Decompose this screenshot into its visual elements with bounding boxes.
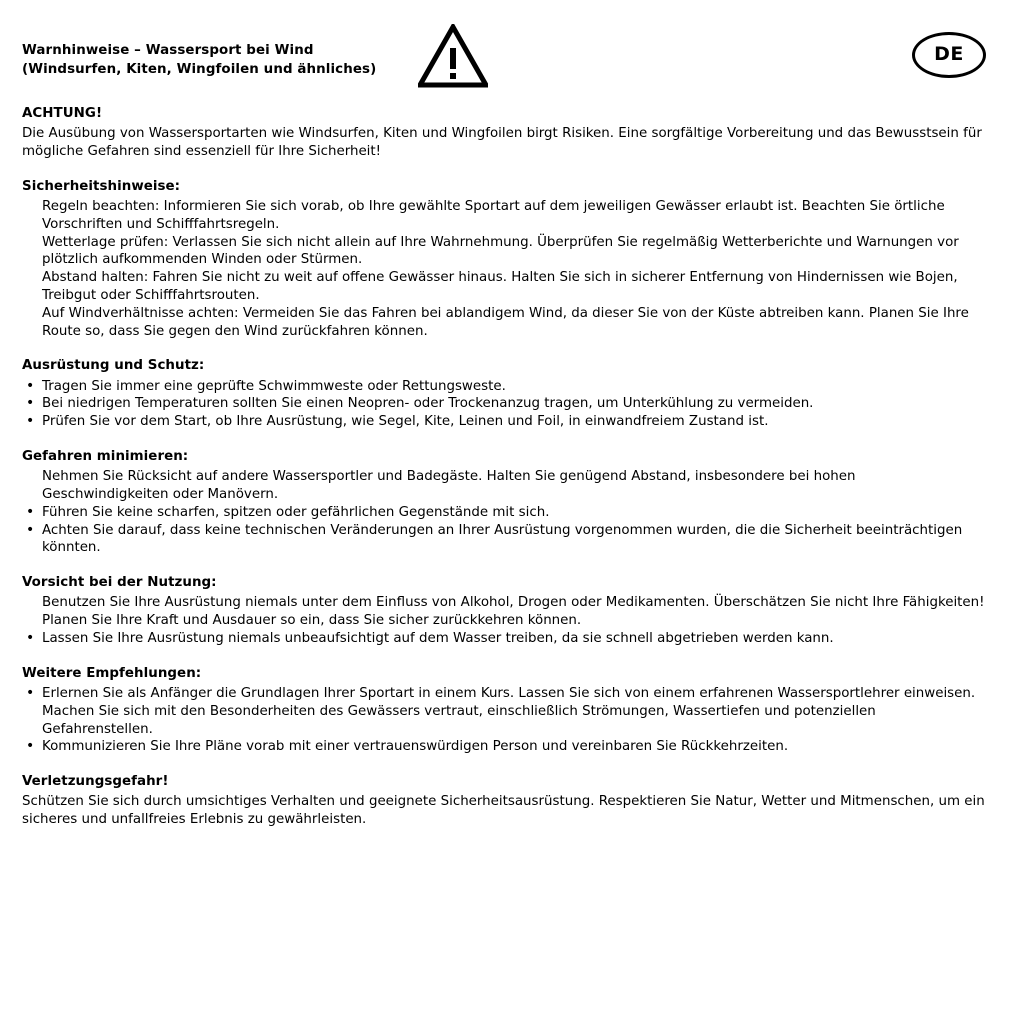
list-item: • Bei niedrigen Temperaturen sollten Sie einen Neopren- oder Trockenanzug tragen, um Unterkühlung zu vermeiden. [22,395,986,413]
warning-triangle-icon [418,24,488,88]
equipment-list [22,378,986,431]
recommendations-heading: Weitere Empfehlungen: [22,665,202,681]
section-safety [22,178,986,341]
list-item: • Tragen Sie immer eine geprüfte Schwimmweste oder Rettungsweste. [22,378,986,396]
section-equipment [22,357,986,431]
section-recommendations [22,665,986,756]
list-item: Abstand halten: Fahren Sie nicht zu weit auf offene Gewässer hinaus. Halten Sie sich in sicherer Entfernung von Hindernissen wie Bojen, Treibgut oder Schifffahrtsrouten. [42,270,958,303]
caution-heading: Vorsicht bei der Nutzung: [22,575,217,591]
recommendations-list [22,685,986,756]
section-injury [22,773,986,829]
list-item: Wetterlage prüfen: Verlassen Sie sich nicht allein auf Ihre Wahrnehmung. Überprüfen Sie regelmäßig Wetterberichte und Warnungen vor plötzlich aufkommenden Winden oder Stürmen. [42,234,959,268]
list-item: • Führen Sie keine scharfen, spitzen oder gefährlichen Gegenstände mit sich. [22,504,986,522]
document-header [22,36,986,88]
page-title-line-1: Warnhinweise – Wassersport bei Wind [22,43,314,58]
section-attention [22,105,986,161]
danger-list [22,468,986,557]
list-item: Benutzen Sie Ihre Ausrüstung niemals unter dem Einfluss von Alkohol, Drogen oder Medikamenten. Überschätzen Sie nicht Ihre Fähigkeiten! Planen Sie Ihre Kraft und Ausdauer so ein, dass Sie sicher zurückkehren können. [42,595,985,629]
list-item: • Prüfen Sie vor dem Start, ob Ihre Ausrüstung, wie Segel, Kite, Leinen und Foil, in einwandfreiem Zustand ist. [22,413,986,431]
list-item: Machen Sie sich mit den Besonderheiten des Gewässers vertraut, einschließlich Strömungen, Wassertiefen und potenziellen Gefahrenstellen. [42,703,876,737]
list-item: • Lassen Sie Ihre Ausrüstung niemals unbeaufsichtigt auf dem Wasser treiben, da sie schnell abgetrieben werden kann. [22,630,986,648]
injury-text: Schützen Sie sich durch umsichtiges Verhalten und geeignete Sicherheitsausrüstung. Respektieren Sie Natur, Wetter und Mitmenschen, um ein sicheres und unfallfreies Erlebnis zu gewährleisten. [22,794,985,828]
injury-heading: Verletzungsgefahr! [22,774,169,790]
list-item: Regeln beachten: Informieren Sie sich vorab, ob Ihre gewählte Sportart auf dem jeweiligen Gewässer erlaubt ist. Beachten Sie örtliche Vorschriften und Schifffahrtsregeln. [42,198,945,232]
attention-heading: ACHTUNG! [22,106,103,121]
section-caution [22,574,986,648]
safety-list [22,198,986,341]
list-item: • Erlernen Sie als Anfänger die Grundlagen Ihrer Sportart in einem Kurs. Lassen Sie sich von einem erfahrenen Wassersportlehrer einweisen. [22,685,986,703]
page-title-line-2: (Windsurfen, Kiten, Wingfoilen und ähnliches) [22,62,377,78]
caution-list [22,594,986,647]
safety-heading: Sicherheitshinweise: [22,178,181,194]
list-item: Nehmen Sie Rücksicht auf andere Wassersportler und Badegäste. Halten Sie genügend Abstand, insbesondere bei hohen Geschwindigkeiten oder Manövern. [42,469,856,502]
list-item: • Achten Sie darauf, dass keine technischen Veränderungen an Ihrer Ausrüstung vorgenommen wurden, die die Sicherheit beeinträchtigen könnten. [22,522,986,558]
danger-heading: Gefahren minimieren: [22,449,189,465]
equipment-heading: Ausrüstung und Schutz: [22,358,205,374]
attention-text: Die Ausübung von Wassersportarten wie Windsurfen, Kiten und Wingfoilen birgt Risiken. Eine sorgfältige Vorbereitung und das Bewusstsein für mögliche Gefahren sind essenziell für Ihre Sicherheit! [22,126,982,159]
country-code-badge [912,32,986,78]
section-danger [22,448,986,557]
list-item: • Kommunizieren Sie Ihre Pläne vorab mit einer vertrauenswürdigen Person und vereinbaren Sie Rückkehrzeiten. [22,738,986,756]
list-item: Auf Windverhältnisse achten: Vermeiden Sie das Fahren bei ablandigem Wind, da dieser Sie von der Küste abtreiben kann. Planen Sie Ihre Route so, dass Sie gegen den Wind zurückfahren können. [42,305,969,339]
country-code-label: DE [934,43,964,66]
